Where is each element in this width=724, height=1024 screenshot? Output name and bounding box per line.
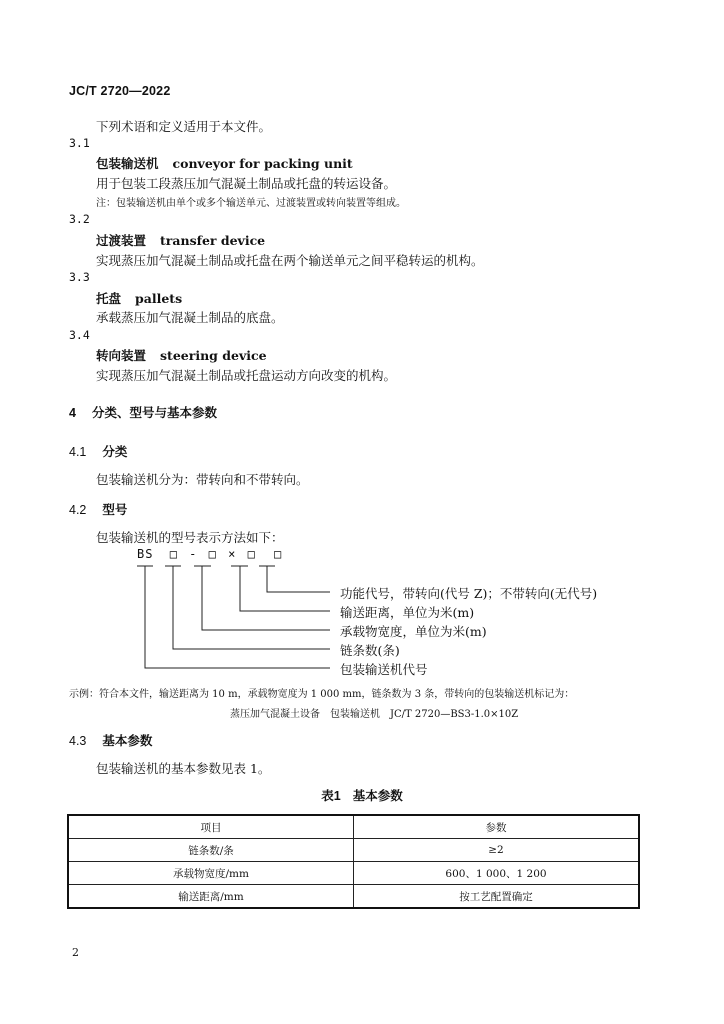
term-zh: 托盘 bbox=[96, 291, 122, 306]
example-text: 示例：符合本文件，输送距离为 10 m，承载物宽度为 1 000 mm，链条数为 3 条，带转向的包装输送机标记为： bbox=[69, 689, 575, 700]
model-label-chains: 链条数(条) bbox=[340, 643, 400, 658]
term-definition: 实现蒸压加气混凝土制品或托盘在两个输送单元之间平稳转运的机构。 bbox=[96, 253, 484, 268]
term-zh: 过渡装置 bbox=[96, 233, 147, 248]
term-zh: 包装输送机 bbox=[96, 156, 159, 171]
term-en: steering device bbox=[160, 348, 267, 363]
term-note: 注：包装输送机由单个或多个输送单元、过渡装置或转向装置等组成。 bbox=[96, 198, 406, 209]
model-box-width: □ bbox=[208, 547, 217, 561]
intro-text: 下列术语和定义适用于本文件。 bbox=[96, 119, 272, 134]
term-en: conveyor for packing unit bbox=[172, 156, 353, 171]
model-dash: - bbox=[189, 547, 198, 561]
term-number: 3.1 bbox=[69, 136, 90, 150]
term-number: 3.2 bbox=[69, 212, 90, 226]
model-times: × bbox=[228, 547, 237, 561]
parameters-table bbox=[67, 814, 640, 909]
standard-id-header: JC/T 2720—2022 bbox=[69, 84, 171, 98]
term-number: 3.3 bbox=[69, 270, 90, 284]
paragraph: 包装输送机的基本参数见表 1。 bbox=[96, 761, 271, 776]
model-prefix: BS bbox=[137, 547, 154, 561]
table-header-cell: 参数 bbox=[354, 815, 640, 839]
subsection-title: 分类 bbox=[102, 445, 128, 459]
term-en: transfer device bbox=[160, 233, 266, 248]
table-cell: ≥2 bbox=[354, 839, 640, 862]
table-cell: 600、1 000、1 200 bbox=[354, 862, 640, 885]
table-cell: 链条数/条 bbox=[68, 839, 354, 862]
term-definition: 实现蒸压加气混凝土制品或托盘运动方向改变的机构。 bbox=[96, 368, 397, 383]
model-box-distance: □ bbox=[247, 547, 256, 561]
page-number: 2 bbox=[72, 946, 79, 959]
paragraph: 包装输送机分为：带转向和不带转向。 bbox=[96, 472, 309, 487]
table-cell: 承载物宽度/mm bbox=[68, 862, 354, 885]
example-marking: 蒸压加气混凝土设备 包装输送机 JC/T 2720—BS3-1.0×10Z bbox=[230, 709, 519, 720]
subsection-title: 基本参数 bbox=[102, 734, 153, 748]
table-caption-number: 表1 bbox=[321, 789, 341, 803]
table-header-cell: 项目 bbox=[68, 815, 354, 839]
term-en: pallets bbox=[135, 291, 183, 306]
paragraph: 包装输送机的型号表示方法如下： bbox=[96, 530, 284, 545]
model-label-width: 承载物宽度，单位为米(m) bbox=[340, 624, 487, 639]
section-number: 4 bbox=[69, 406, 76, 420]
table-caption bbox=[0, 786, 724, 804]
section-title: 分类、型号与基本参数 bbox=[91, 406, 217, 420]
model-box-function: □ bbox=[274, 547, 283, 561]
term-zh: 转向装置 bbox=[96, 348, 147, 363]
table-row bbox=[68, 839, 639, 862]
subsection-number: 4.2 bbox=[69, 503, 87, 517]
subsection-number: 4.3 bbox=[69, 734, 87, 748]
model-label-function: 功能代号，带转向(代号 Z)；不带转向(无代号) bbox=[340, 586, 598, 601]
table-row bbox=[68, 885, 639, 909]
term-definition: 承载蒸压加气混凝土制品的底盘。 bbox=[96, 310, 284, 325]
term-definition: 用于包装工段蒸压加气混凝土制品或托盘的转运设备。 bbox=[96, 176, 397, 191]
table-header-row bbox=[68, 815, 639, 839]
table-cell: 按工艺配置确定 bbox=[354, 885, 640, 909]
table-caption-title: 基本参数 bbox=[352, 789, 403, 803]
term-number: 3.4 bbox=[69, 328, 90, 342]
table-cell: 输送距离/mm bbox=[68, 885, 354, 909]
model-label-code: 包装输送机代号 bbox=[340, 662, 428, 677]
model-label-distance: 输送距离，单位为米(m) bbox=[340, 605, 475, 620]
subsection-heading bbox=[69, 731, 152, 749]
table-row bbox=[68, 862, 639, 885]
model-box-chains: □ bbox=[169, 547, 178, 561]
subsection-number: 4.1 bbox=[69, 445, 87, 459]
subsection-title: 型号 bbox=[102, 503, 128, 517]
